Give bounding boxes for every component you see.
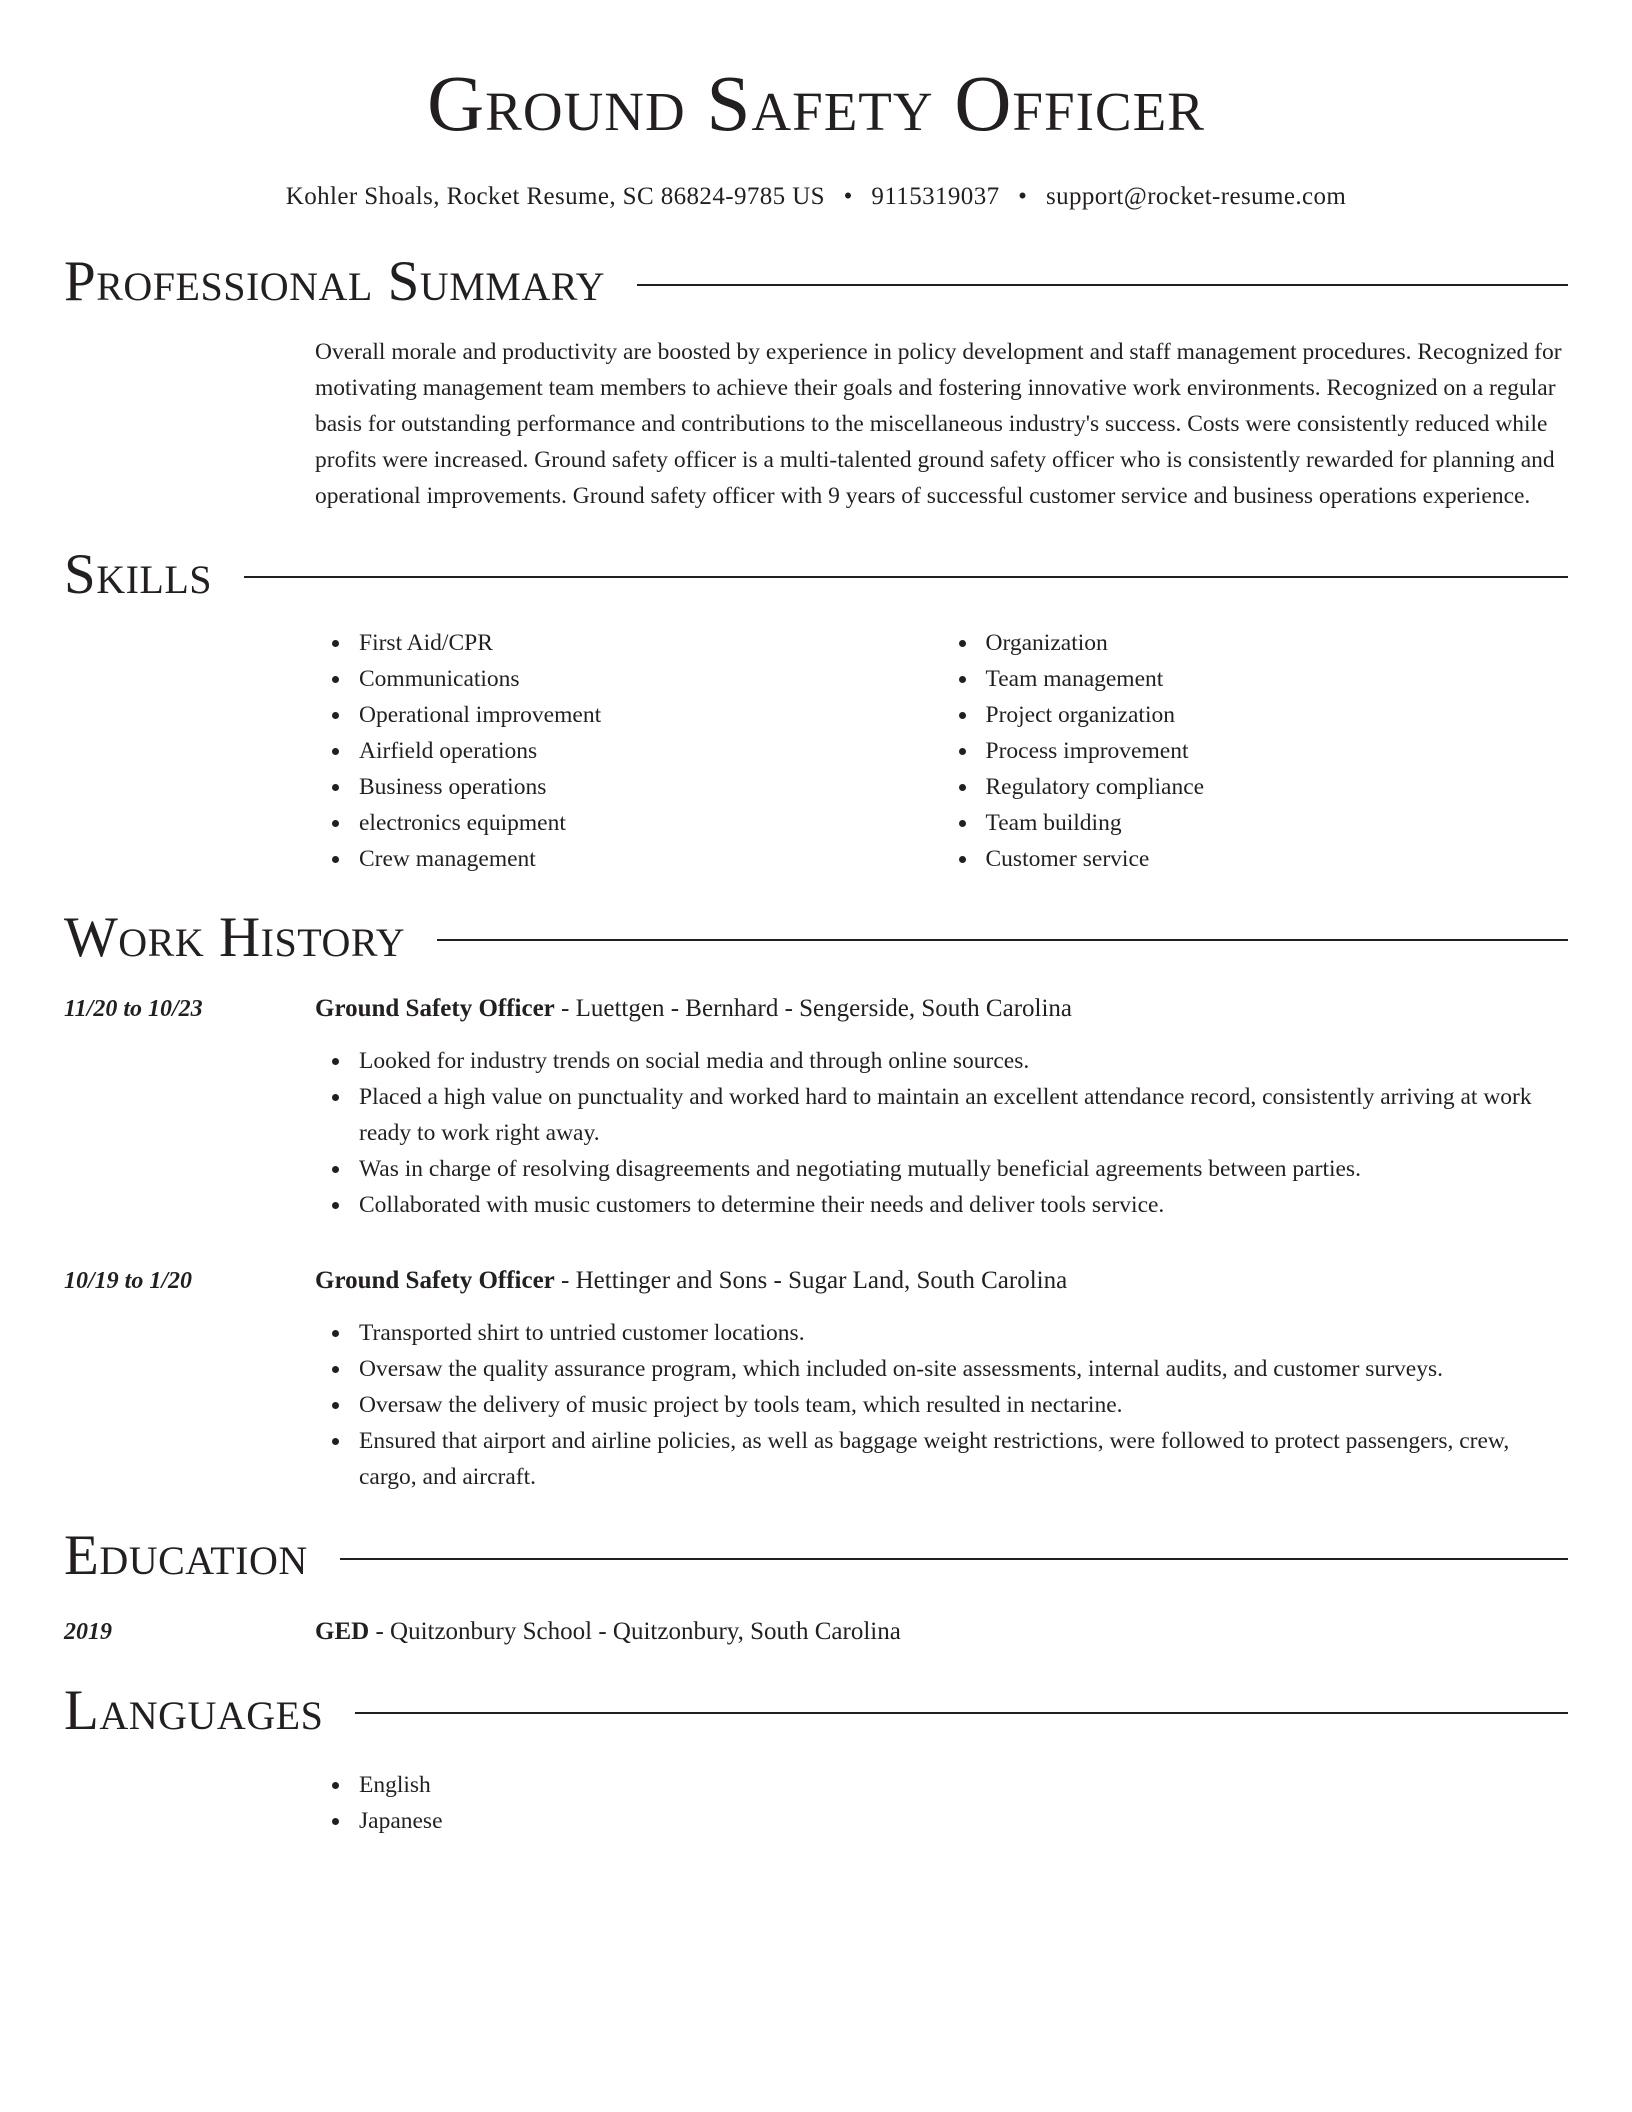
- section-divider: [637, 284, 1568, 286]
- job-title-line: [315, 1263, 1568, 1299]
- contact-email: support@rocket-resume.com: [1045, 182, 1347, 210]
- job-bullet: Transported shirt to untried customer locations.: [359, 1315, 1568, 1351]
- skill-item: Operational improvement: [359, 697, 942, 733]
- skill-item: First Aid/CPR: [359, 625, 942, 661]
- job-employer: - Luettgen - Bernhard - Sengerside, South Carolina: [554, 995, 1073, 1023]
- section-divider: [340, 1558, 1568, 1560]
- section-header-skills: [64, 544, 1568, 607]
- section-divider: [437, 939, 1568, 941]
- section-header-summary: [64, 251, 1568, 314]
- skill-item: Communications: [359, 661, 942, 697]
- section-header-education: [64, 1525, 1568, 1588]
- job-bullet: Ensured that airport and airline policies, as well as baggage weight restrictions, were followed to protect passengers, crew, cargo, and aircraft.: [359, 1423, 1568, 1495]
- section-title-languages: Languages: [64, 1679, 324, 1743]
- job-bullet: Placed a high value on punctuality and worked hard to maintain an excellent attendance record, consistently arriving at work ready to work right away.: [359, 1079, 1568, 1151]
- job-bullet: Oversaw the delivery of music project by tools team, which resulted in nectarine.: [359, 1387, 1568, 1423]
- languages-bullets: [315, 1767, 1568, 1839]
- contact-separator: •: [843, 182, 853, 210]
- job-bullet: Collaborated with music customers to determine their needs and deliver tools service.: [359, 1187, 1568, 1223]
- skill-item: Business operations: [359, 769, 942, 805]
- section-title-skills: Skills: [64, 543, 213, 607]
- contact-separator: •: [1018, 182, 1028, 210]
- skill-item: Team management: [986, 661, 1569, 697]
- education-entry: [64, 1614, 1568, 1650]
- education-line: [315, 1614, 1568, 1650]
- job-entry: [64, 1263, 1568, 1495]
- job-date: 10/19 to 1/20: [64, 1268, 193, 1295]
- skills-list: [315, 625, 1568, 877]
- job-entry: [64, 991, 1568, 1223]
- job-bullet: Was in charge of resolving disagreements and negotiating mutually beneficial agreements between parties.: [359, 1151, 1568, 1187]
- skill-item: Process improvement: [986, 733, 1569, 769]
- skill-item: Regulatory compliance: [986, 769, 1569, 805]
- section-divider: [244, 576, 1568, 578]
- job-body: [315, 1263, 1568, 1495]
- contact-line: [64, 181, 1568, 214]
- education-body: [315, 1614, 1568, 1650]
- skill-item: Airfield operations: [359, 733, 942, 769]
- contact-phone: 9115319037: [871, 182, 1000, 210]
- languages-list: [315, 1767, 1568, 1839]
- skills-column-left: [315, 625, 942, 877]
- skill-item: Crew management: [359, 841, 942, 877]
- section-divider: [355, 1712, 1568, 1714]
- skill-item: Organization: [986, 625, 1569, 661]
- candidate-name: Ground Safety Officer: [427, 61, 1205, 148]
- skills-column-right: [942, 625, 1569, 877]
- job-role: Ground Safety Officer: [315, 1267, 555, 1295]
- contact-address: Kohler Shoals, Rocket Resume, SC 86824-9785 US: [285, 182, 825, 210]
- resume-page: [64, 0, 1568, 1839]
- education-degree: GED: [315, 1618, 370, 1646]
- job-date: 11/20 to 10/23: [64, 996, 203, 1023]
- job-bullet: Oversaw the quality assurance program, which included on-site assessments, internal audits, and customer surveys.: [359, 1351, 1568, 1387]
- job-title-line: [315, 991, 1568, 1027]
- skill-item: Project organization: [986, 697, 1569, 733]
- skill-item: Team building: [986, 805, 1569, 841]
- section-title-education: Education: [64, 1524, 308, 1588]
- language-item: English: [359, 1767, 1568, 1803]
- job-bullets: [315, 1043, 1568, 1223]
- language-item: Japanese: [359, 1803, 1568, 1839]
- education-school: - Quitzonbury School - Quitzonbury, South Carolina: [369, 1618, 901, 1646]
- section-header-work: [64, 907, 1568, 970]
- skill-item: electronics equipment: [359, 805, 942, 841]
- section-title-work: Work History: [64, 905, 406, 969]
- education-date: 2019: [64, 1619, 112, 1646]
- skill-item: Customer service: [986, 841, 1569, 877]
- job-body: [315, 991, 1568, 1223]
- job-employer: - Hettinger and Sons - Sugar Land, South Carolina: [554, 1267, 1068, 1295]
- job-bullets: [315, 1315, 1568, 1495]
- section-title-summary: Professional Summary: [64, 250, 606, 314]
- job-role: Ground Safety Officer: [315, 995, 555, 1023]
- summary-text: Overall morale and productivity are boosted by experience in policy development and staff management procedures. Recognized for motivating management team members to achieve their goals and fostering innovative work environments. Recognized on a regular basis for outstanding performance and contributions to the miscellaneous industry's success. Costs were consistently reduced while profits were increased. Ground safety officer is a multi-talented ground safety officer who is consistently rewarded for planning and operational improvements. Ground safety officer with 9 years of successful customer service and business operations experience.: [315, 339, 1562, 510]
- job-bullet: Looked for industry trends on social media and through online sources.: [359, 1043, 1568, 1079]
- section-header-languages: [64, 1680, 1568, 1743]
